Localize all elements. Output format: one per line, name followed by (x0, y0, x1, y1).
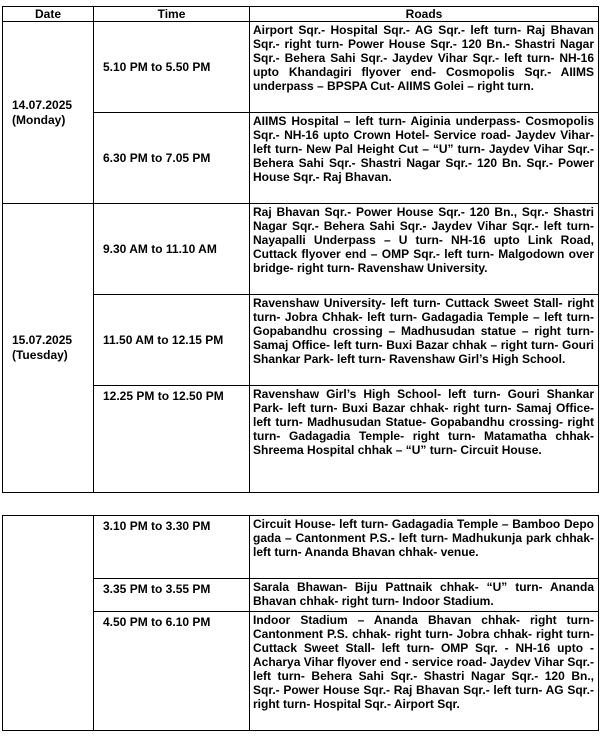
time-cell: 4.50 PM to 6.10 PM (94, 612, 250, 731)
header-roads: Roads (250, 7, 599, 22)
time-cell: 3.35 PM to 3.55 PM (94, 579, 250, 612)
time-cell: 11.50 AM to 12.15 PM (94, 295, 250, 386)
roads-cell: Circuit House- left turn- Gadagadia Temple – Bamboo Depo gada – Cantonment P.S.- left turn- Madhukunja park chhak- left turn- Ananda Bhavan chhak- venue. (250, 516, 599, 579)
roads-cell: Ravenshaw Girl’s High School- left turn- Gouri Shankar Park- left turn- Buxi Bazar chhak- right turn- Samaj Office- left turn- Madhusudan Statue- Gopabandhu crossing- right turn- Gadagadia Temple- right turn- Matamatha chhak- Shreema Hospital chhak – “U” turn- Circuit House. (250, 386, 599, 493)
date-cell-day3 (3, 516, 94, 731)
date-value: 14.07.2025 (12, 97, 73, 112)
day-value: (Monday) (12, 112, 66, 127)
table-row (3, 22, 599, 113)
table-row (3, 516, 599, 579)
header-date: Date (3, 7, 94, 22)
roads-cell: Raj Bhavan Sqr.- Power House Sqr.- 120 Bn., Sqr.- Shastri Nagar Sqr.- Behera Sahi Sqr.- Jaydev Vihar Sqr.- left turn- Nayapalli Underpass – U turn- NH-16 upto Link Road, Cuttack flyover end – OMP Sqr.- left turn- Malgodown over bridge- right turn- Ravenshaw University. (250, 204, 599, 295)
date-value: 15.07.2025 (12, 333, 73, 347)
date-cell-day2 (3, 204, 94, 493)
time-cell: 6.30 PM to 7.05 PM (94, 113, 250, 204)
header-row (3, 7, 599, 22)
schedule-table-top (2, 6, 599, 493)
roads-cell: AIIMS Hospital – left turn- Aiginia underpass- Cosmopolis Sqr.- NH-16 upto Crown Hotel- Service road- Jaydev Vihar- left turn- New Pal Height Cut – “U” turn- Jaydev Vihar Sqr.- Behera Sahi Sqr.- Shastri Nagar Sqr.- 120 Bn. Sqr.- Power House Sqr.- Raj Bhavan. (250, 113, 599, 204)
date-cell-day1 (3, 22, 94, 204)
schedule-table-bottom (2, 515, 599, 731)
roads-cell: Airport Sqr.- Hospital Sqr.- AG Sqr.- left turn- Raj Bhavan Sqr.- right turn- Power House Sqr.- 120 Bn.- Shastri Nagar Sqr.- Behera Sahi Sqr.- Jaydev Vihar Sqr.- left turn- NH-16 upto Khandagiri flyover end- Cosmopolis Sqr.- AIIMS underpass – BPSPA Cut- AIIMS Golei – right turn. (250, 22, 599, 113)
day-value: (Tuesday) (12, 348, 68, 362)
time-cell: 5.10 PM to 5.50 PM (94, 22, 250, 113)
roads-cell: Sarala Bhawan- Biju Pattnaik chhak- “U” turn- Ananda Bhavan chhak- right turn- Indoor Stadium. (250, 579, 599, 612)
time-cell: 12.25 PM to 12.50 PM (94, 386, 250, 493)
roads-cell: Indoor Stadium – Ananda Bhavan chhak- right turn- Cantonment P.S. chhak- right turn- Jobra chhak- right turn- Cuttack Sweet Stall- left turn- OMP Sqr. - NH-16 upto - Acharya Vihar flyover end - service road- Jaydev Vihar Sqr.- left turn- Behera Sahi Sqr.- Shastri Nagar Sqr.- 120 Bn., Sqr.- Power House Sqr.- Raj Bhavan Sqr.- left turn- AG Sqr.- right turn- Hospital Sqr.- Airport Sqr. (250, 612, 599, 731)
header-time: Time (94, 7, 250, 22)
table-row (3, 204, 599, 295)
time-cell: 3.10 PM to 3.30 PM (94, 516, 250, 579)
roads-cell: Ravenshaw University- left turn- Cuttack Sweet Stall- right turn- Jobra Chhak- left turn- Gadagadia Temple – left turn- Gopabandhu crossing – Madhusudan statue – right turn- Samaj Office- left turn- Buxi Bazar chhak – right turn- Gouri Shankar Park- left turn- Ravenshaw Girl’s High School. (250, 295, 599, 386)
time-cell: 9.30 AM to 11.10 AM (94, 204, 250, 295)
